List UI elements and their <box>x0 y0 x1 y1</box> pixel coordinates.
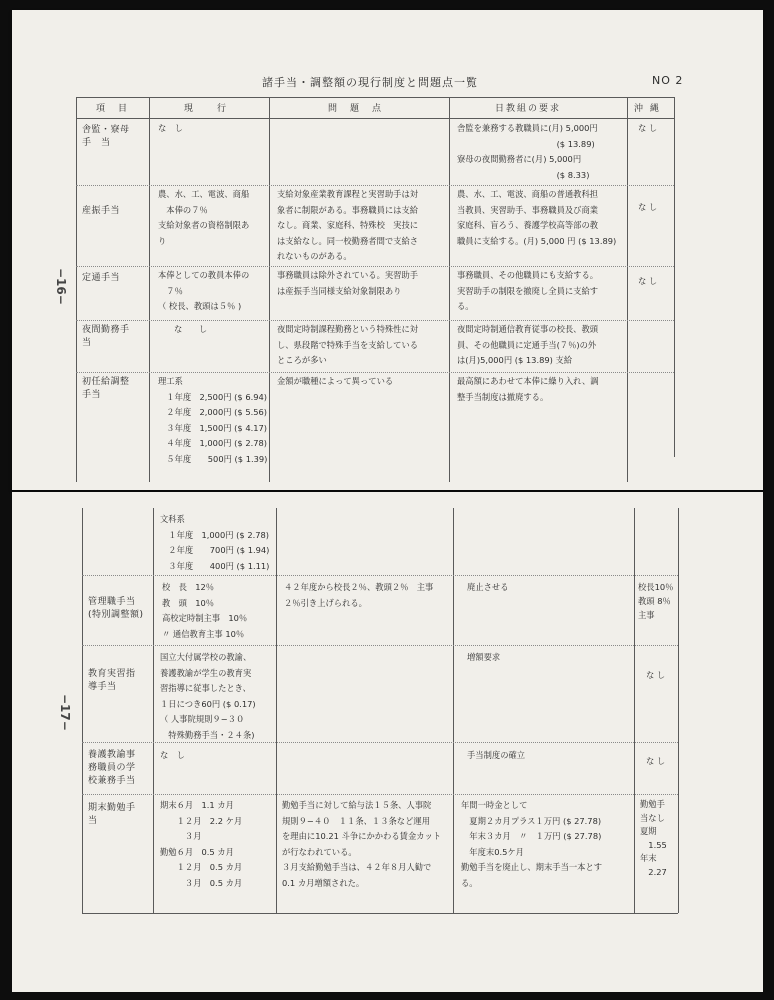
current-cell: 農、水、工、電波、商船 本俸の７％ 支給対象者の資格制限あ り <box>158 189 250 246</box>
column-border <box>149 97 150 482</box>
column-header-item: 項 目 <box>96 104 130 114</box>
demand-cell: 事務職員、その他職員にも支給する。 実習助手の制限を撤廃し全員に支給す る。 <box>457 270 599 312</box>
current-cell: な し <box>174 324 208 334</box>
problems-cell: 支給対象産業教育課程と実習助手は対 象者に制限がある。事務職員には支給 なし。商業、家庭科、特殊校 実技に は支給なし。同一校勤務者間で支給さ れないものがある。 <box>277 189 419 262</box>
item-label: 産振手当 <box>82 206 121 216</box>
current-cell: 国立大付属学校の教諭、 養護教諭が学生の教育実 習指導に従事したとき、 １日につき60円 ($ 0.17) （ 人事院規則９−３０ 特殊勤務手当・２４条) <box>160 652 256 740</box>
okinawa-cell: 校長10％ 教頭 8％ 主事 <box>638 582 674 620</box>
column-border <box>678 508 679 913</box>
row-divider <box>76 185 674 186</box>
column-header-okinawa: 沖 縄 <box>634 104 661 114</box>
column-border <box>449 97 450 482</box>
column-border <box>153 508 154 913</box>
demand-cell: 増額要求 <box>467 652 501 662</box>
problems-cell: 勤勉手当に対して給与法１５条、人事院 規則９−４０ １１条、１３条など運用 を理由に10.21 斗争にかかわる賃金カット が行なわれている。 ３月支給勤勉手当は、４２年８月人勧で 0.1 カ月増額された。 <box>282 800 442 888</box>
column-border <box>634 508 635 913</box>
demand-cell: 舎監を兼務する教職員に(月) 5,000円 ($ 13.89) 寮母の夜間勤務者に(月) 5,000円 ($ 8.33) <box>457 123 598 180</box>
page-title: 諸手当・調整額の現行制度と問題点一覧 <box>262 76 478 89</box>
item-label: 舎監・寮母 手 当 <box>82 125 130 148</box>
row-divider <box>82 794 678 795</box>
column-border <box>82 508 83 913</box>
header-bottom-border <box>76 118 674 119</box>
problems-cell: 事務職員は除外されている。実習助手 は産振手当同様支給対象制限あり <box>277 270 419 296</box>
okinawa-cell: な し <box>638 123 658 133</box>
current-cell: な し <box>160 750 185 760</box>
demand-cell: 手当制度の確立 <box>467 750 526 760</box>
column-header-problems: 問 題 点 <box>328 104 384 114</box>
column-border <box>269 97 270 482</box>
top-sheet <box>12 10 763 490</box>
okinawa-cell: な し <box>638 202 658 212</box>
demand-cell: 年間一時金として 夏期２カ月プラス１万円 ($ 27.78) 年末３カ月 〃 １万円 ($ 27.78) 年度末0.5ケ月 勤勉手当を廃止し、期末手当一本とす る。 <box>461 800 603 888</box>
column-border <box>627 97 628 482</box>
table-top-border <box>76 97 674 98</box>
current-cell: 理工系 １年度 2,500円 ($ 6.94) ２年度 2,000円 ($ 5.56) ３年度 1,500円 ($ 4.17) ４年度 1,000円 ($ 2.78) ５年度 500円 ($ 1.39) <box>158 376 268 464</box>
current-cell: 文科系 １年度 1,000円 ($ 2.78) ２年度 700円 ($ 1.94) ３年度 400円 ($ 1.11) <box>160 514 270 571</box>
page-number-label: NO 2 <box>652 74 684 87</box>
demand-cell: 夜間定時制通信教育従事の校長、教頭 員、その他職員に定通手当(７％)の外 は(月)5,000円 ($ 13.89) 支給 <box>457 324 599 366</box>
okinawa-cell: な し <box>646 670 666 680</box>
row-divider <box>82 575 678 576</box>
current-cell: 本俸としての教員本俸の ７％ （ 校長、教頭は５％ ) <box>158 270 250 312</box>
column-border <box>276 508 277 913</box>
row-divider <box>76 320 674 321</box>
side-page-number-16: −16− <box>54 268 68 305</box>
side-page-number-17: −17− <box>58 694 72 731</box>
bottom-sheet <box>12 492 763 992</box>
column-border <box>453 508 454 913</box>
item-label: 教育実習指 導手当 <box>88 669 136 692</box>
current-cell: な し <box>158 123 183 133</box>
okinawa-cell: な し <box>646 756 666 766</box>
row-divider <box>76 372 674 373</box>
column-header-demand: 日教組の要求 <box>495 104 562 114</box>
column-border <box>674 97 675 457</box>
current-cell: 校 長 12％ 教 頭 10％ 高校定時制主事 10％ 〃 通信教育主事 10％ <box>162 582 248 639</box>
demand-cell: 廃止させる <box>467 582 509 592</box>
item-label: 管理職手当 (特別調整額) <box>88 597 144 620</box>
demand-cell: 最高額にあわせて本俸に繰り入れ、調 整手当制度は撤廃する。 <box>457 376 599 402</box>
column-border <box>76 97 77 482</box>
column-header-current: 現 行 <box>184 104 229 114</box>
table-bottom-border <box>82 913 678 914</box>
demand-cell: 農、水、工、電波、商船の普通教科担 当教員、実習助手、事務職員及び商業 家庭科、盲ろう、養護学校高等部の教 職員に支給する。(月) 5,000 円 ($ 13.89) <box>457 189 617 246</box>
item-label: 初任給調整 手当 <box>82 377 130 400</box>
problems-cell: ４２年度から校長２％、教頭２％ 主事 ２％引き上げられる。 <box>284 582 434 608</box>
okinawa-cell: な し <box>638 276 658 286</box>
item-label: 養護教諭事 務職員の学 校兼務手当 <box>88 750 136 786</box>
okinawa-cell: 勤勉手 当なし 夏期 1.55 年末 2.27 <box>640 799 667 877</box>
row-divider <box>76 266 674 267</box>
item-label: 定通手当 <box>82 273 121 283</box>
current-cell: 期末６月 1.1 カ月 １２月 2.2 ケ月 ３月 勤勉６月 0.5 カ月 １２月 0.5 カ月 ３月 0.5 カ月 <box>160 800 243 888</box>
problems-cell: 金額が職種によって異っている <box>277 376 394 386</box>
problems-cell: 夜間定時制課程勤務という特殊性に対 し、県段階で特殊手当を支給している ところが多い <box>277 324 419 366</box>
row-divider <box>82 645 678 646</box>
item-label: 期末勤勉手 当 <box>88 803 136 826</box>
item-label: 夜間勤務手 当 <box>82 325 130 348</box>
